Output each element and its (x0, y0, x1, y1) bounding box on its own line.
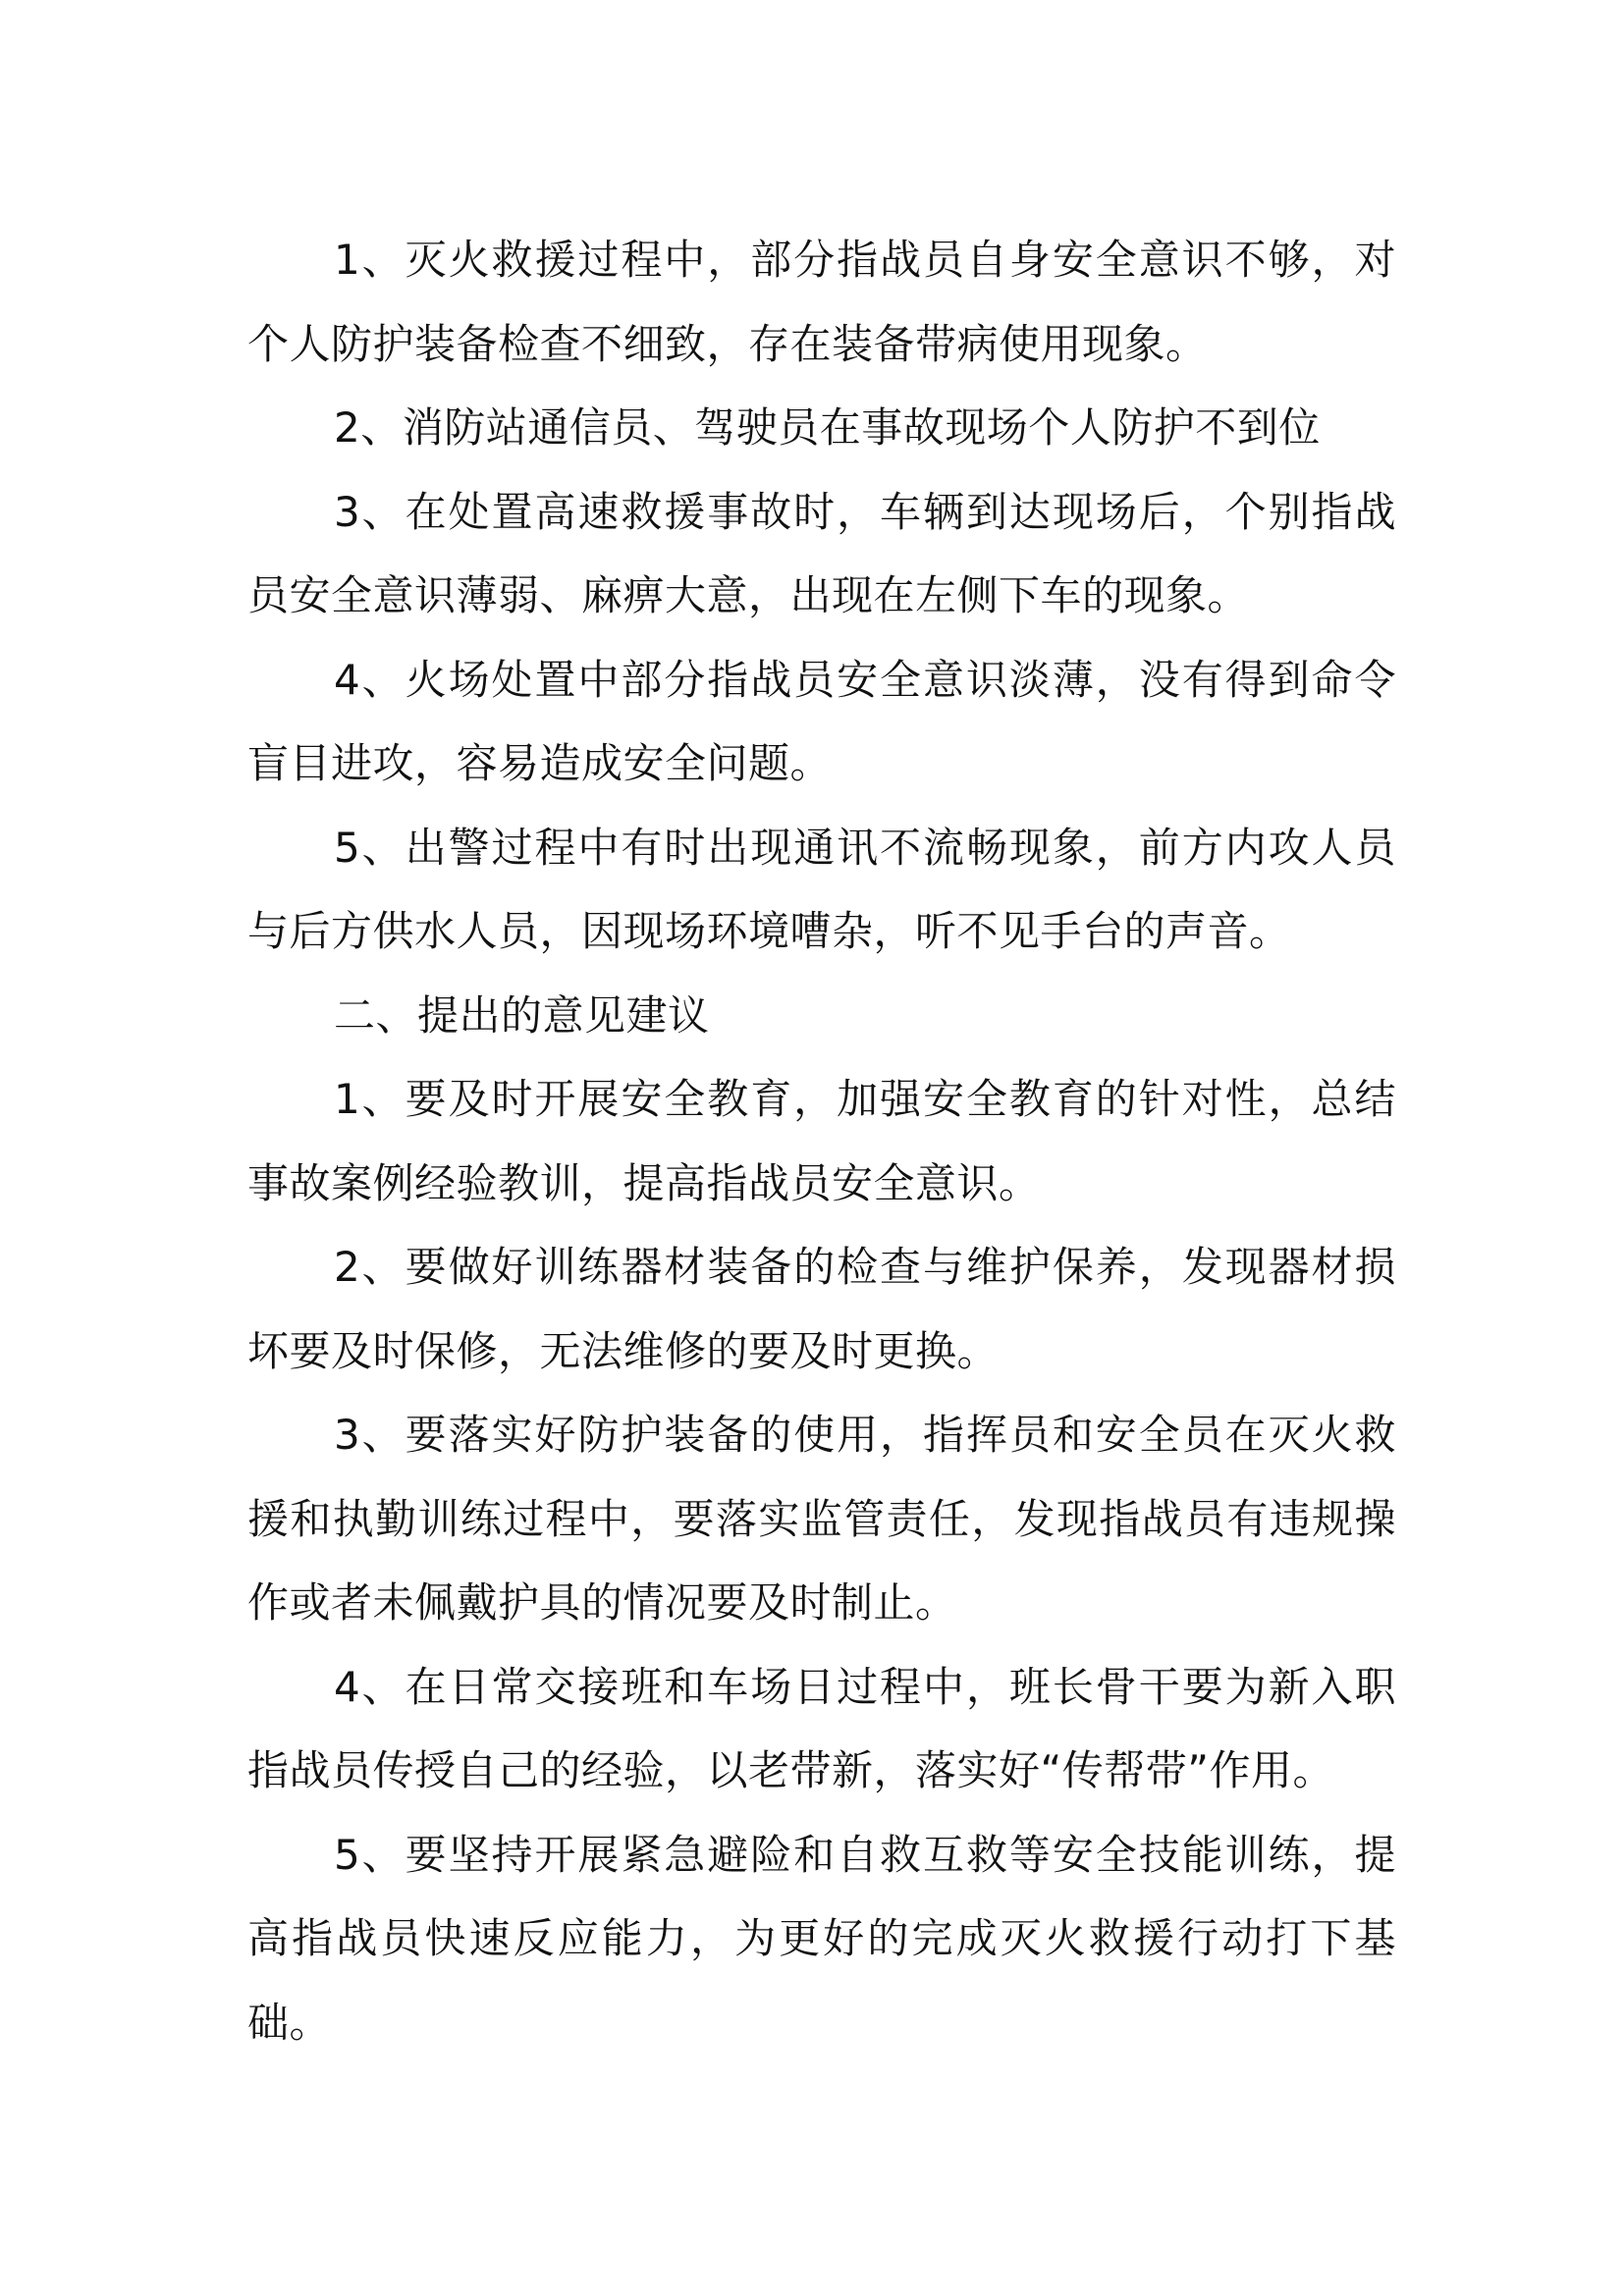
document-body (247, 218, 1396, 2064)
paragraph-issue-3: 3、在处置高速救援事故时，车辆到达现场后，个别指战员安全意识薄弱、麻痹大意，出现在左侧下车的现象。 (247, 487, 1396, 619)
section-heading-suggestions: 二、提出的意见建议 (334, 990, 710, 1040)
paragraph-suggestion-4: 4、在日常交接班和车场日过程中，班长骨干要为新入职指战员传授自己的经验，以老带新，落实好“传帮带”作用。 (247, 1662, 1396, 1794)
paragraph-suggestion-3: 3、要落实好防护装备的使用，指挥员和安全员在灭火救援和执勤训练过程中，要落实监管责任，发现指战员有违规操作或者未佩戴护具的情况要及时制止。 (247, 1411, 1396, 1627)
paragraph-issue-4: 4、火场处置中部分指战员安全意识淡薄，没有得到命令盲目进攻，容易造成安全问题。 (247, 655, 1396, 787)
paragraph-issue-5: 5、出警过程中有时出现通讯不流畅现象，前方内攻人员与后方供水人员，因现场环境嘈杂，听不见手台的声音。 (247, 823, 1396, 955)
paragraph-issue-2: 2、消防站通信员、驾驶员在事故现场个人防护不到位 (334, 403, 1321, 452)
paragraph-suggestion-1: 1、要及时开展安全教育，加强安全教育的针对性，总结事故案例经验教训，提高指战员安全意识。 (247, 1075, 1396, 1207)
paragraph-suggestion-2: 2、要做好训练器材装备的检查与维护保养，发现器材损坏要及时保修，无法维修的要及时更换。 (247, 1243, 1396, 1375)
paragraph-suggestion-5: 5、要坚持开展紧急避险和自救互救等安全技能训练，提高指战员快速反应能力，为更好的完成灭火救援行动打下基础。 (247, 1830, 1396, 2047)
paragraph-issue-1: 1、灭火救援过程中，部分指战员自身安全意识不够，对个人防护装备检查不细致，存在装备带病使用现象。 (247, 236, 1396, 368)
